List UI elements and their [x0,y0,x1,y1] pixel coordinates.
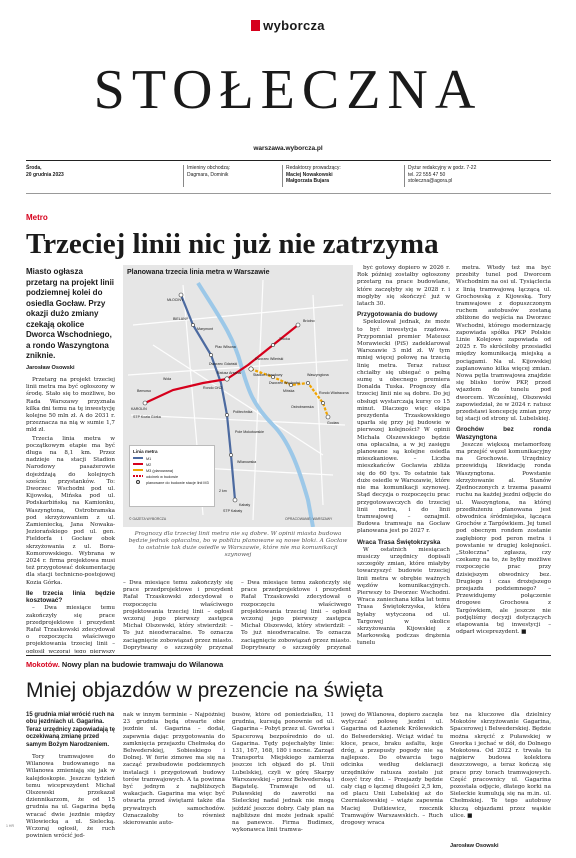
legend-label: M2 [146,463,152,467]
map-station-label: Marymont [197,327,213,331]
metro-map [123,265,353,527]
map-station-label: KAROLIN [131,407,147,411]
subheading: Grochów bez ronda Waszyngtona [456,426,551,441]
map-station-label: BIELANY [173,317,189,321]
legend-title: Linia metra [133,449,158,454]
issue-date [26,165,106,178]
legend-swatch [133,463,143,465]
article-column [26,377,115,653]
map-station-label: Pole Mokotowskie [235,430,264,434]
editor-name: Małgorzata Bujara [286,178,330,184]
legend-swatch [133,475,143,477]
map-station-label: Trocka [279,337,290,341]
map-scale: 2 km [219,489,227,493]
map-station-label: Kabaty [239,503,251,507]
legend-label: M1 [146,457,152,461]
paragraph: nak w innym terminie – Najpóźniej 23 grudnia będą otwarte obie jezdnie ul. Gagarina – dodał, zapewnia dając przygotowania do zamknięcia przejazdu Chełmską do Belwederskiej, Sobieskiego i Dolnej. W ferie zimowe ma się na zacząć przebudowie podziemnych instalacji i przygotowań budowy torów tramwajowych. A ta powinna być jednym z najbliższych wakacjach. Gagarina ma więc być otwarta przed świętami także dla prywatnych samochodów. Oznaczałoby to również skierowanie auto- [123,712,225,827]
paragraph: być gotowy dopiero w 2026 r. Rok później zostałby ogłoszony przetarg na prace budowlane, które zaczęłyby się w 2028 r. i mogłyby się skończyć już w latach 30. [357,265,450,308]
page-number: 1 HR [6,824,14,828]
map-station-label: Gocław [327,421,339,425]
paragraph: metra. Wtedy też ma być przebity tunel pod Dworcem Wschodnim na osi ul. Tysiąclecia z linią tramwajową łączącą ul. Grochowską z Kijowską. Tory tramwajowe z dopuszczonym ruchem autobusów zostaną zbliżone do wejścia na Dworzec Wschodni, którego modernizację zapowiada spółka PKP Polskie Linie Kolejowe zapowiada od 2025 r. To skróciłoby przesiadki między komunikacją miejską a pociągami. Na ul. Kijowskiej zaplanowano kilka więcej zmian. Nowa pętla tramwajowa znajdzie się blisko torów PKP, przed wjazdem do tunelu pod dworcem. Wcześniej, Olszewski zapowiedział, że w 2024 r. ratusz przedstawi koncepcję zmian przy tej stacji od strony ul. Lubelskiej. [456,265,551,423]
map-station-label: Politechnika [233,410,253,414]
article-lead: Miasto ogłasza przetarg na projekt linii podziemnej kolei do osiedla Gocław. Przy okazji dużo zmiany czekają okolice Dworca Wschodniego, a rondo Waszyngtona zniknie. [26,267,115,360]
editor-name: Maciej Nowakowski [286,171,333,178]
article-column [341,712,443,852]
website-link[interactable]: warszawa.wyborcza.pl [253,145,323,152]
legend-swatch [133,457,143,459]
paragraph: tez na kluczowe dla dzielnicy Mokotów skrzyżowanie Gagarina, Spacerowej i Belwederskiej. Będzie można skręcić z Puławskiej w Gworka i jechać w dół, do Dolnego Mokotowa. Od 2022 r. trwała tu najpierw budowa kolektora deszczowego, a teraz kończą się prace przy torach tramwajowych. Część pracownicy ul. Gagarina pozostała odjęcie, dłatego korki na Sieleckie kumulują się na m.in. ul. Chełmskiej. Te tego autobusy kluczą objazdami przez wąskie ulice. ■ [450,712,551,819]
email-link[interactable]: stoleczna@agora.pl [408,178,453,184]
article2-headline: Mniej objazdów w prezencie na święta [26,679,384,702]
kicker-text: Nowy plan na budowie tramwaju do Wilanowa [61,660,224,669]
map-station-label: STP Kabaty [223,509,243,513]
map-credit: OPRACOWANIE: WARSZAWY [285,517,333,521]
article-column [123,712,225,852]
subheading: Ile trzecia linia będzie kosztować? [26,589,115,605]
phone-number[interactable]: tel. 22 555 47 50 [408,171,446,178]
map-caption: Prognozy dla trzeciej linii metra nie są dobre. W opinii miasta budowa będzie jednak opłacalna, bo w pobliżu planowane są nowe bloki. A Gocław to ostatnie tak duże osiedle w Warszawie, które nie ma komunikacji szynowej [128,531,348,558]
nameday [183,165,253,187]
map-legend [129,445,215,507]
article-column [241,580,351,650]
map-station-label: MŁOCINY [167,298,184,302]
legend-label: M3 (planowana) [146,469,174,473]
duty-label: Dyżur redakcyjny w godz. 7-22 [408,165,477,171]
section-divider [26,655,551,656]
brand-name: wyborcza [263,18,325,33]
section-title: STOŁECZNA [93,59,483,121]
article-column [450,712,551,842]
legend-swatch [133,469,143,471]
map-credit: © GAZETA WYBORCZA [129,517,167,521]
map-station-label: Dworzec Wschodni [269,381,300,385]
article-byline: Jarosław Osowski [26,365,75,371]
map-station-label: Rondo ONZ [203,386,223,390]
map-station-label: Wola [163,377,172,381]
masthead-divider [26,160,551,161]
brand-square-icon [251,20,260,31]
paragraph: jowej do Wilanowa, dopiero zaczęła wytyczać połowę jezdni ul. Gagarina od Łazienek Królewskich do Belwederskiej. Wciąż widać tu kloce, prace, braku asfaltu, koje dróg, a przepusty pogody nie są najlepsze. Do otwarcia tego odcinka według deklaracji urzędników ratusza zostało już dosyć trzy dni. – Przejazdy będzie cały ciąg o łącznej długości 2,5 km, od placu Unii Lubelskiej aż do Czerniakowskiej – wiąże zapewnia Maciej Dutkiewicz, rzecznik Tramwajów Warszawskich. – Ruch drogowy wraca [341,712,443,827]
masthead [0,0,576,140]
article-kicker: Metro [26,213,48,222]
date-day: Środa, [26,165,42,171]
article-column [123,580,233,650]
brand-logo[interactable] [0,18,576,33]
date-value: 20 grudnia 2023 [26,171,64,178]
paragraph: Trzecia linia metra w początkowym etapie ma być długa na 8,1 km. Przez nadzieje na stacji Stadion Narodowy pasażerowie dojeżdżają do kolejnych sześciu przystanków. To: Dworzec Wschodni pod ul. Kijowską, Mińska pod ul. Podskarbińską na Kamionku, Waszyngtona, Ostrobramska pod skrzyżowaniem z ul. Zamieniecką, Jana Nowaka-Jeziorańskiego pod ul. gen. Fieldorfa i Gocław obok skrzyżowania z ul. Bora-Komorowskiego. Wybrana w 2024 r. firma projektowa musi też przygotować dokumentację dla stacji technicno-postojowej Kozia Górka. [26,435,115,586]
article-column [26,754,115,852]
info-bar [26,165,551,195]
nameday-text: Imieniny obchodzą: Dagmara, Dominik [187,165,231,178]
paragraph: Przetarg na projekt trzeciej linii metra ma być ogłoszony w środę. Stało się to możliwe, bo Rada Warszawy przyznała kilka dni temu na tę inwestycję kolejne 50 mln zł. A do 2031 r. przeznacza na nią w sumie 1,7 mld zł. [26,377,115,434]
map-station-label: Dworzec Gdański [209,362,238,366]
article-headline: Trzeciej linii nic już nie zatrzyma [26,228,439,260]
article-column [456,265,551,650]
map-station-label: Bródno [303,319,315,323]
map-station-label: Ratusz Arsenał [217,371,242,375]
paragraph: – Dwa miesiące temu zakończyły się prace przedprojektowe i prezydent Rafał Trzaskowski zdecydował o rozpoczęciu właściwego projektowania trzeciej linii – ogłosił wczoraj jego pierwszy [26,605,115,653]
subheading: Przygotowania do budowy [357,311,438,319]
infobar-divider [26,193,551,194]
editors [282,165,392,187]
paragraph: Spekulował jednak, że może to być inwestycja rządowa. Przypomniał premier Mateusz Morawiecki (PiS) zadeklarował Warszawie 3 mld zł. W tym mniej więcej połowę na trzecią linię metra. Teraz ratusz chciałby się ubiegać o pełną sumę u obecnego premiera Donalda Tuska. Prognozy dla trzeciej linii nie są dobre. Do jej obsługi wystarczają kursy co 15 minut. Dlaczego więc ekipa prezydenta Trzaskowskiego uparła się przy jej budowie w pierwszej kolejności? W opinii Michała Olszewskiego będzie ona opłacalna, a w jej zasięgu planowane są kolejne osiedla mieszkaniowe. – Liczba mieszkańców Gocławia zbliża się do 60 tys. To ostatnie tak duże osiedle w Warszawie, które nie ma komunikacji szynowej. Stąd decyzja o rozpoczęciu prac przygotowawczych do trzeciej linii metra, i do linii tramwajowej – oznajmił. Budowa tramwaju na Gocław planowana jest po 2027 r. [357,319,450,535]
article2-lead: 15 grudnia miał wrócić ruch na obu jezdniach ul. Gagarina. Teraz urzędnicy zapowiadają tę oczekiwaną zmianę przed samym Bożym Narodzeniem. [26,712,115,748]
legend-label: planowane do budowie stacje linii M3 [146,481,209,485]
map-station-label: Plac Wilsona [215,345,236,349]
paragraph: – Dwa miesiące temu zakończyły się prace przedprojektowe i prezydent Rafał Trzaskowski zdecydował o rozpoczęciu właściwego projektowania trzeciej linii – ogłosił wczoraj jego pierwszy zastępca Michał Olszewski, który stwierdził: – To już nieodwracalne. To oznacza zaciągnięcie zobowiązań przez miasto. Doprytwany o szczegóły przyznał [241,580,351,650]
map-station-label: Rondo Wiatraczna [319,391,349,395]
paragraph: – Dwa miesiące temu zakończyły się prace przedprojektowe i prezydent Rafał Trzaskowski zdecydował o rozpoczęciu właściwego projektowania trzeciej linii – ogłosił wczoraj jego pierwszy zastępca Michał Olszewski, który stwierdził: – To już nieodwracalne. To oznacza zaciągnięcie zobowiązań przez miasto. Doprytwany o szczegóły przyznał [123,580,233,650]
article-column [357,265,450,650]
paragraph: W ostatnich miesiącach musiczy urzędnicy dopisali szczegóły zmian, które miałyby towarzyszyć budowie trzeciej linii metra w obrębie ważnych węzłów komunikacyjnych. Pierwszy to Dworzec Wschodni. Wraca zaniechana kilka lat temu Trasa Świętokrzyska, która byłaby wytyczona od ul. Targowej w okolice skrzyżowania Kijowskiej z Markowską podczas drążenia tunelu [357,546,450,647]
article-column [232,712,334,852]
map-station-label: Stadion Narodowy [253,373,283,377]
paragraph: Jeszcze większą metamorfozę ma przejść węzeł komunikacyjny na Grochowie. Urzędnicy przewidują likwidację ronda Waszyngtona. Powstanie skrzyżowanie al. Stanów Zjednoczonych z trzema pasami ruchu na każdej jezdni odjęcie do ul. Waszyngtona, na której przedłużeniu planowana jest obwodnica śródmiejska, łącząca Grochów z Targówkiem. Jej tunel pod obecnym rondem zostanie zagłębiony pod peron metra i powstanie w drugiej kolejności. „Stołeczna” zgłasza, czy czekamy na to, że byłby możliwe rozpoczęcie prac przy dzisiejszym obwodnicy bez. Drugiego i czas drożejszego przejazdu podziemnego? – Przewidujemy połączenie drogowe Grochowa z Targówkiem, ale jeszcze nie podjęliśmy decyzji dotyczących etapowania tej inwestycji – odparł wiceprezydent. ■ [456,441,551,636]
map-station-label: Ostrobramska [291,405,314,409]
map-station-label: Mińska [283,389,295,393]
legend-item [133,480,211,486]
paragraph: busów, które od poniedziałku, 11 grudnia, kursują ponownie od ul. Gagarina – Pobyt przez ul. Gworka i Spacerową bezpośrednio do ul. Gagarina. Tędy pojechałyby linie: 131, 167, 168, 180 i nocne. Zarząd Transportu Miejskiego zamierza jeszcze ich objazd do pl. Unii Lubelskiej, czyli w górę Skarpy Warszawskiej – przez Belwederską i Bagatelę. Tramwaje od ul. Puławskiej do zawrotki na Sieleckiej nadal jednak nie mogą jeździć jeszcze dobry. Cały plan na najbliższe dni może jednak spalić na panewce. Firma Budimex, wykonawca linii tramwa- [232,712,334,834]
map-station-label: Wilanowska [237,460,257,464]
subheading: Wraca Trasa Świętokrzyska [357,538,441,546]
article2-byline: Jarosław Osowski [450,843,499,849]
kicker-district: Mokotów. [26,660,60,669]
map-station-label: Waszyngtona [307,373,329,377]
legend-swatch [136,480,140,484]
map-station-label: Bemowo [137,389,151,393]
paragraph: Tory tramwajowe do Wilanowa budowanego na Wilanowa zmieniają się jak w kalejdoskopie. Jeszcze tydzień temu wiceprezydent Michał Olszewski przekazał dziennikarzom, że od 15 grudnia na ul. Gagarina będą wracać dwie jezdnie między Wilowiecką a ul. Sielecką. Wczoraj ogłosił, że ruch powinien wrócić jed- [26,754,115,840]
map-station-label: STP Kozia Górka [133,415,161,419]
editors-label: Redaktorzy prowadzący: [286,165,341,171]
map-station-label: Dworzec Wileński [255,357,284,361]
map-title: Planowana trzecia linia metra w Warszawie [127,269,270,276]
duty-contact [404,165,544,187]
legend-label: odcinek w budowie [146,475,179,479]
article2-kicker [26,660,223,669]
